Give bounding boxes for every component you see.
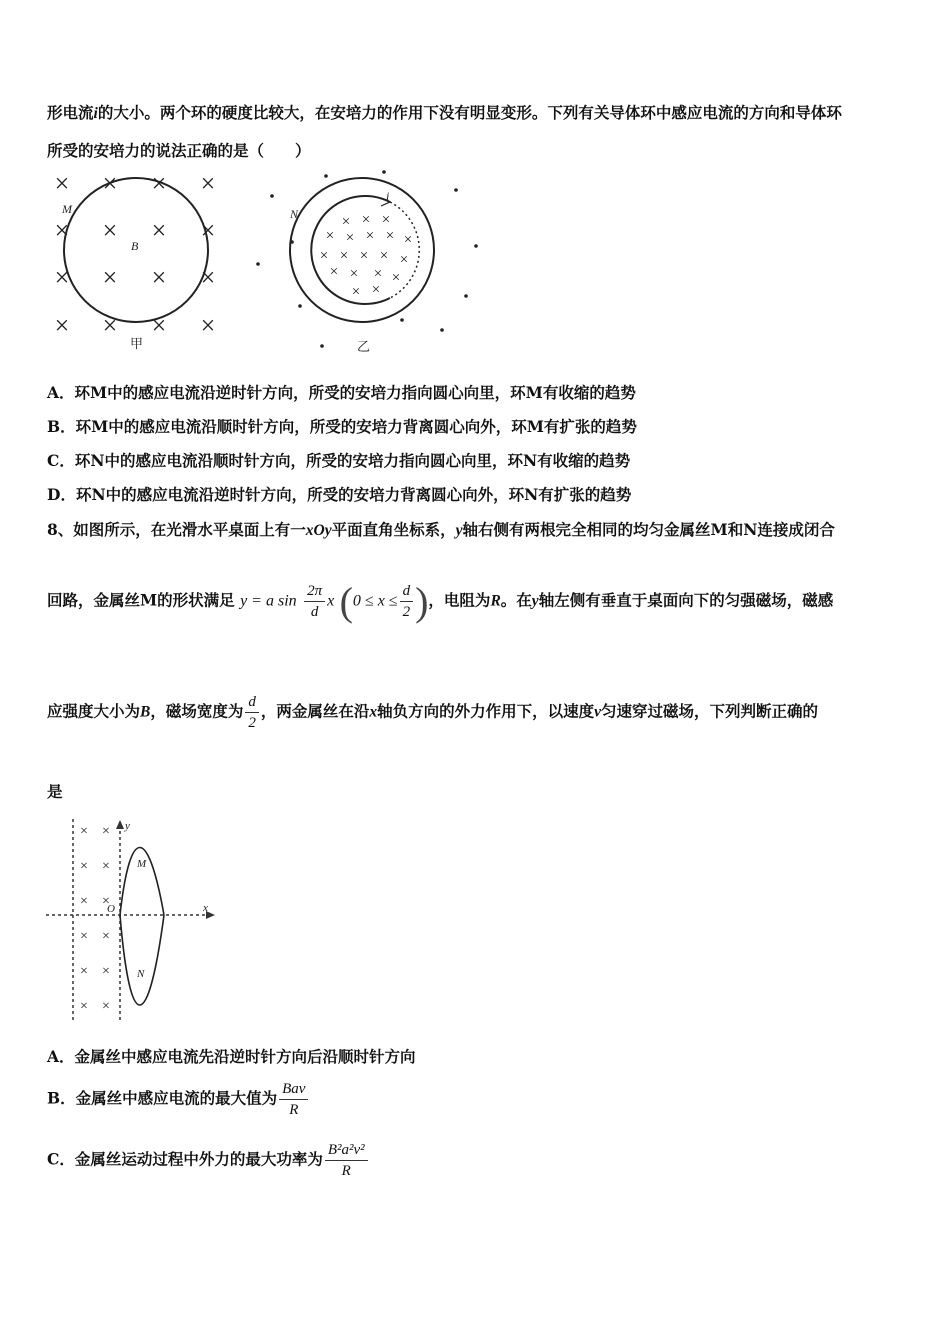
label-n: N [137,968,145,980]
field-cross: × [373,266,383,282]
q8-var: x [369,703,378,721]
intro-line-2 [47,139,311,161]
frac-den: 2 [248,715,256,731]
field-cross: × [80,859,88,874]
field-cross: × [200,311,216,340]
field-cross: × [80,999,88,1014]
label-i: i [386,189,390,203]
field-cross: × [151,169,167,198]
field-dot [474,244,478,248]
q8-option-b [47,1079,310,1120]
q7-option-c: C．环N中的感应电流沿顺时针方向，所受的安培力指向圆心向里，环N有收缩的趋势 [47,451,631,470]
ring-m-figure [55,169,216,351]
q8-text: 。在 [500,590,532,610]
frac-den: R [341,1163,351,1179]
field-cross: × [381,212,391,228]
label-m: M [62,202,72,216]
field-cross: × [102,263,118,292]
field-cross: × [151,216,167,245]
field-cross: × [102,169,118,198]
label-m: M [137,858,147,870]
formula-left: y = a sin [240,592,297,610]
frac-num: 2π [304,581,325,602]
q8-stem-line-3 [47,692,818,733]
y-axis-arrow-icon [116,820,124,829]
field-cross: × [102,929,110,944]
frac-num: B²a²v² [325,1140,368,1161]
option-text: B．金属丝中感应电流的最大值为 [47,1088,278,1108]
field-cross: × [102,999,110,1014]
width-fraction [245,692,259,733]
q8-stem-line-1 [47,518,835,540]
q8-option-c [47,1140,370,1181]
field-dot [320,344,324,348]
q7-option-a: A．环M中的感应电流沿逆时针方向，所受的安培力指向圆心向里，环M有收缩的趋势 [47,383,636,402]
q8-text: 轴负方向的外力作用下，以速度 [377,701,595,721]
figure-rings [40,168,500,358]
field-dot [298,304,302,308]
q8-text: 平面直角坐标系， [331,520,456,539]
field-dot [256,262,260,266]
ring-n-figure [256,170,478,354]
field-cross: × [319,248,329,264]
field-dot [290,240,294,244]
field-dot [464,294,468,298]
label-b: B [131,239,139,253]
q7-option-d: D．环N中的感应电流沿逆时针方向，所受的安培力背离圆心向外，环N有扩张的趋势 [47,485,632,504]
field-cross: × [399,252,409,268]
field-cross: × [325,228,335,244]
q8-var: v [594,703,602,721]
field-cross: × [361,212,371,228]
q8-text: 轴右侧有两根完全相同的均匀金属丝M和N连接成闭合 [462,520,835,539]
field-cross: × [403,232,413,248]
field-cross: × [54,216,70,245]
field-cross: × [339,248,349,264]
frac-num: Bav [279,1079,308,1100]
q8-text: 回路，金属丝M的形状满足 [47,590,235,610]
field-cross: × [329,264,339,280]
field-cross: × [102,894,110,909]
field-cross: × [379,248,389,264]
field-cross: × [80,894,88,909]
field-cross: × [365,228,375,244]
formula-x: x [327,592,335,610]
figure-wires [40,815,230,1025]
field-cross: × [102,824,110,839]
formula-fraction [304,581,325,622]
q8-text: ，电阻为 [428,590,491,610]
q8-var: xOy [305,522,332,539]
intro-text: 形电流 [47,103,94,122]
field-cross: × [391,270,401,286]
label-y: y [125,820,130,832]
current-var: i [93,105,98,122]
q8-var: y [455,522,463,539]
intro-line-1 [47,101,842,123]
field-cross: × [385,228,395,244]
frac-den: 2 [402,604,411,620]
q8-option-a: A．金属丝中感应电流先沿逆时针方向后沿顺时针方向 [47,1047,416,1066]
question-prompt: 所受的安培力的说法正确的是（ ） [47,141,311,160]
field-dot [324,174,328,178]
q8-text: 8、如图所示，在光滑水平桌面上有一 [47,520,306,539]
q7-option-b: B．环M中的感应电流沿顺时针方向，所受的安培力背离圆心向外，环M有扩张的趋势 [47,417,637,436]
field-cross: × [102,216,118,245]
option-c-fraction [325,1140,368,1181]
field-cross: × [200,169,216,198]
field-cross: × [80,824,88,839]
field-cross: × [151,263,167,292]
field-dot [400,318,404,322]
field-dot [454,188,458,192]
formula-range: 0 ≤ x ≤ [352,592,398,610]
field-dot [382,170,386,174]
option-b-fraction [279,1079,308,1120]
q8-text: 应强度大小为 [47,701,141,721]
intro-text: 的大小。两个环的硬度比较大，在安培力的作用下没有明显变形。下列有关导体环中感应电流的方向和导体环 [97,103,842,122]
field-cross: × [102,964,110,979]
field-cross: × [359,248,369,264]
q8-text: ，磁场宽度为 [150,701,244,721]
field-cross: × [200,263,216,292]
field-cross: × [371,282,381,298]
paren-open: ( [339,579,353,624]
q8-var: R [490,592,501,610]
field-cross: × [54,169,70,198]
field-cross: × [80,964,88,979]
q8-var: B [140,703,151,721]
label-jia: 甲 [130,336,144,351]
q8-text: 匀速穿过磁场，下列判断正确的 [601,701,819,721]
field-cross: × [102,311,118,340]
label-n: N [290,207,299,221]
range-fraction [400,581,414,622]
field-cross: × [80,929,88,944]
label-yi: 乙 [357,339,371,354]
frac-num: d [400,581,414,602]
field-cross: × [102,859,110,874]
q8-var: y [531,592,539,610]
q8-stem-line-4: 是 [47,782,63,801]
field-cross: × [345,230,355,246]
field-cross: × [349,266,359,282]
wire-n [120,915,164,1005]
label-o: O [107,903,115,915]
frac-num: d [245,692,259,713]
label-x: x [203,902,208,914]
frac-den: d [310,604,319,620]
field-cross: × [151,311,167,340]
field-cross: × [200,216,216,245]
field-cross: × [54,263,70,292]
field-cross: × [341,214,351,230]
q8-text: ，两金属丝在沿 [260,701,370,721]
q8-text: 轴左侧有垂直于桌面向下的匀强磁场，磁感 [538,590,834,610]
q8-stem-line-2 [47,578,833,625]
paren-close: ) [415,579,429,624]
field-dot [270,194,274,198]
option-text: C．金属丝运动过程中外力的最大功率为 [47,1149,323,1169]
field-cross: × [351,284,361,300]
field-dot [440,328,444,332]
frac-den: R [289,1102,299,1118]
field-cross: × [54,311,70,340]
